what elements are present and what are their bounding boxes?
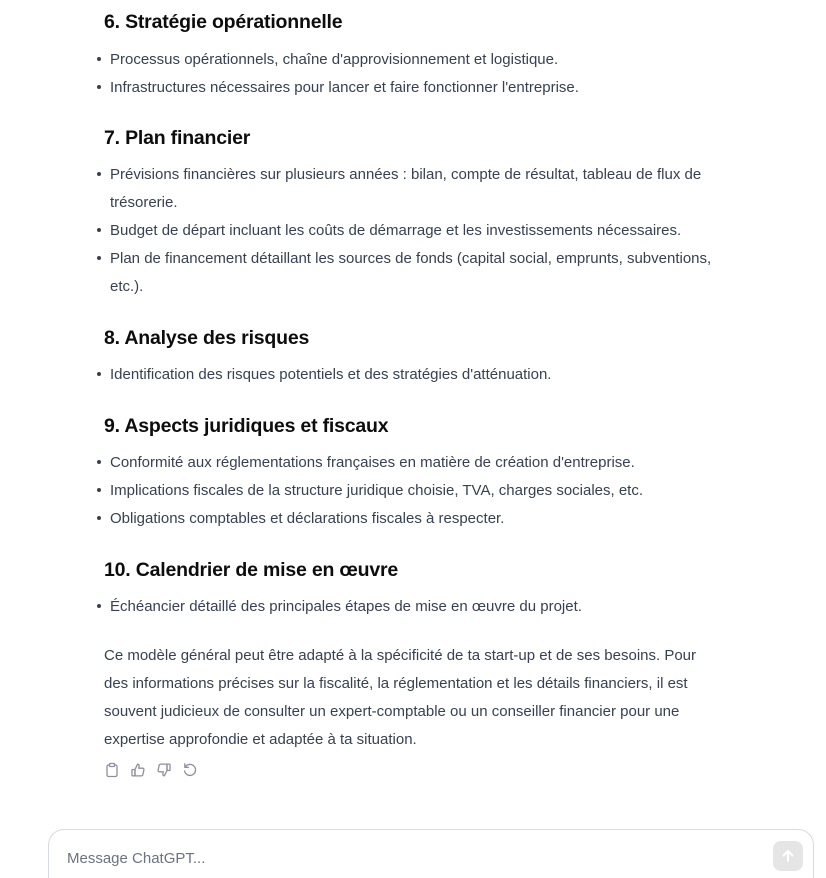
section-8 [104,325,744,389]
list-item: Obligations comptables et déclarations fiscales à respecter. [104,505,744,533]
send-button[interactable] [773,841,803,871]
message-input[interactable] [65,844,749,872]
message-actions [104,762,198,778]
bullet-list [104,593,744,621]
section-9 [104,413,744,533]
bullet-list [104,161,724,301]
list-item: Budget de départ incluant les coûts de démarrage et les investissements nécessaires. [104,217,750,245]
list-item: Identification des risques potentiels et des stratégies d'atténuation. [104,361,744,389]
list-item: Plan de financement détaillant les sources de fonds (capital social, emprunts, subventions, etc.). [104,245,724,301]
arrow-up-icon [780,848,796,864]
section-heading: 8. Analyse des risques [104,327,310,349]
section-10 [104,557,744,621]
section-heading: 9. Aspects juridiques et fiscaux [104,415,389,437]
message-composer [48,829,814,878]
section-heading: 6. Stratégie opérationnelle [104,11,343,33]
section-7 [104,125,744,301]
section-heading: 7. Plan financier [104,127,251,149]
closing-paragraph: Ce modèle général peut être adapté à la spécificité de ta start-up et de ses besoins. Pour des informations précises sur la fiscalité, la réglementation et les détails financiers, il est souvent judicieux de consulter un expert-comptable ou un conseiller financier pour une expertise approfondie et adaptée à ta situation. [104,647,697,748]
clipboard-icon[interactable] [104,762,120,778]
list-item: Implications fiscales de la structure juridique choisie, TVA, charges sociales, etc. [104,477,744,505]
regenerate-icon[interactable] [182,762,198,778]
bullet-list [104,361,744,389]
list-item: Prévisions financières sur plusieurs années : bilan, compte de résultat, tableau de flux de trésorerie. [104,161,724,217]
section-6 [104,9,744,102]
list-item: Processus opérationnels, chaîne d'approvisionnement et logistique. [104,46,744,74]
list-item: Infrastructures nécessaires pour lancer et faire fonctionner l'entreprise. [104,74,744,102]
thumbs-up-icon[interactable] [130,762,146,778]
section-heading: 10. Calendrier de mise en œuvre [104,559,399,581]
list-item: Conformité aux réglementations françaises en matière de création d'entreprise. [104,449,744,477]
thumbs-down-icon[interactable] [156,762,172,778]
list-item: Échéancier détaillé des principales étapes de mise en œuvre du projet. [104,593,744,621]
bullet-list [104,449,744,533]
bullet-list [104,46,744,102]
